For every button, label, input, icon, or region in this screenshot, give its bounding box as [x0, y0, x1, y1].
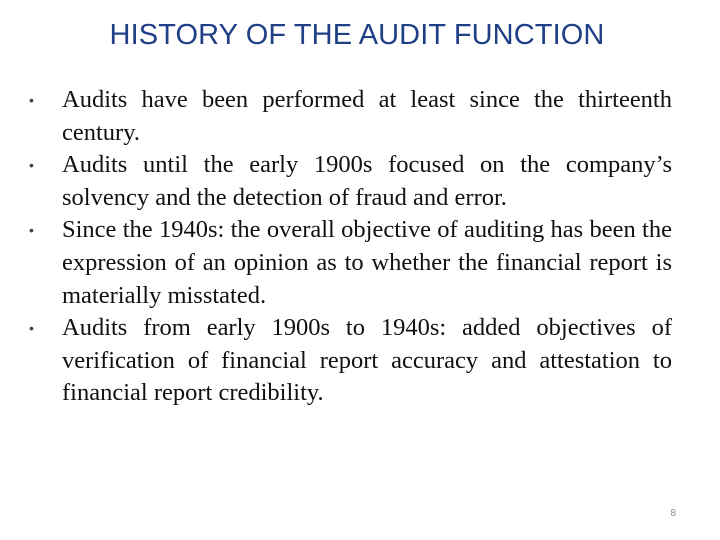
bullet-item — [20, 312, 672, 410]
page-number: 8 — [670, 508, 676, 519]
slide-title: HISTORY OF THE AUDIT FUNCTION — [109, 19, 605, 51]
bullet-icon: • — [29, 92, 34, 108]
bullet-text: Since the 1940s: the overall objective of auditing has been the expression of an opinion as to whether the financial report is materially misstated. — [62, 216, 672, 309]
bullet-item — [20, 149, 672, 214]
bullet-text: Audits have been performed at least since the thirteenth century. — [62, 86, 672, 146]
bullet-item — [20, 84, 672, 149]
bullet-icon: • — [29, 222, 34, 239]
bullet-list — [20, 84, 672, 410]
bullet-icon: • — [29, 320, 34, 337]
bullet-icon: • — [29, 157, 34, 174]
bullet-item — [20, 214, 672, 312]
bullet-text: Audits until the early 1900s focused on the company’s solvency and the detection of fraud and error. — [62, 151, 672, 211]
bullet-text: Audits from early 1900s to 1940s: added objectives of verification of financial report accuracy and attestation to financial report credibility. — [62, 314, 672, 407]
